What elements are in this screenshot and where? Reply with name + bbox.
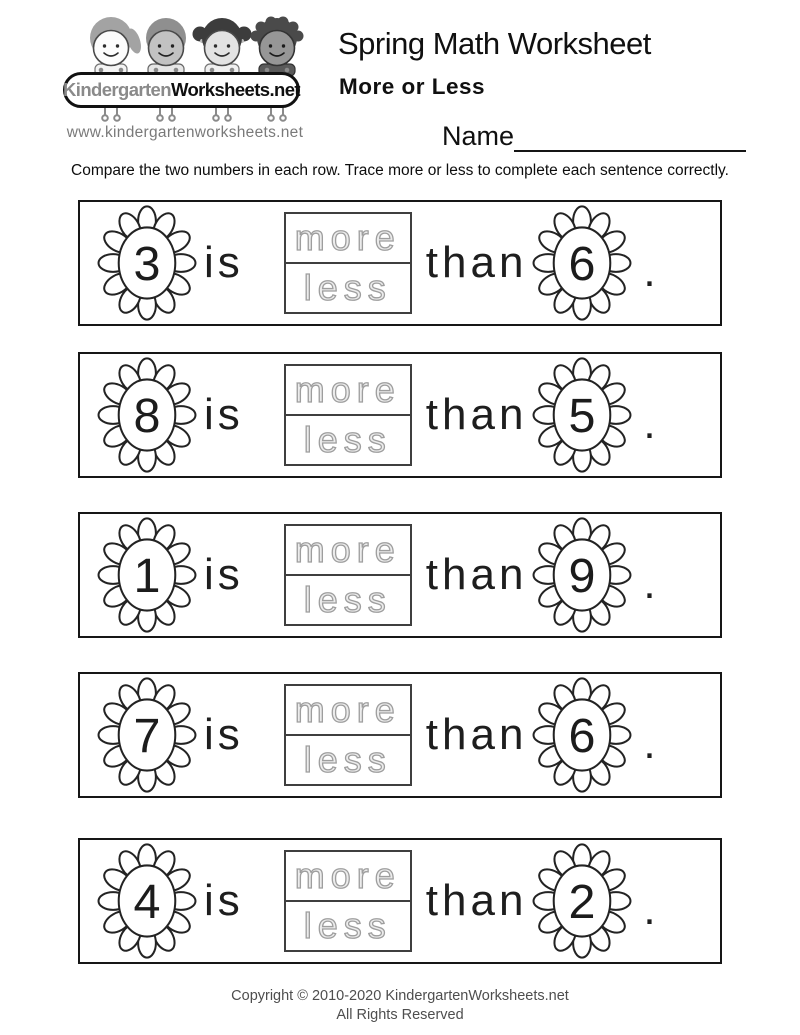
flower-icon bbox=[96, 356, 198, 474]
trace-more-text: more bbox=[294, 217, 401, 258]
flower-icon bbox=[531, 356, 633, 474]
flower-icon bbox=[531, 204, 633, 322]
word-is: is bbox=[204, 390, 244, 439]
trace-more-text: more bbox=[294, 369, 401, 410]
trace-answer-box bbox=[284, 850, 412, 952]
trace-word-more bbox=[286, 852, 410, 902]
trace-answer-box bbox=[284, 524, 412, 626]
trace-answer-box bbox=[284, 684, 412, 786]
word-than: than bbox=[425, 876, 528, 925]
trace-more-text: more bbox=[294, 689, 401, 730]
word-than: than bbox=[425, 390, 528, 439]
flower-icon bbox=[531, 516, 633, 634]
worksheet-subtitle: More or Less bbox=[339, 74, 486, 99]
flower-icon bbox=[96, 204, 198, 322]
logo-brand-black: Worksheets.net bbox=[170, 79, 300, 100]
trace-word-more bbox=[286, 366, 410, 416]
sentence-period: . bbox=[643, 247, 656, 296]
name-field bbox=[442, 118, 746, 152]
word-is: is bbox=[204, 550, 244, 599]
logo-banner bbox=[63, 72, 300, 108]
trace-word-less bbox=[286, 902, 410, 950]
logo-kids-icon bbox=[55, 14, 315, 126]
flower-icon bbox=[96, 676, 198, 794]
flower-number: 9 bbox=[568, 548, 596, 603]
word-is: is bbox=[204, 238, 244, 287]
trace-more-text: more bbox=[294, 855, 401, 896]
sentence-period: . bbox=[643, 885, 656, 934]
trace-word-less bbox=[286, 264, 410, 312]
trace-less-text: less bbox=[303, 419, 392, 460]
word-than: than bbox=[425, 550, 528, 599]
name-label: Name bbox=[442, 121, 515, 151]
flower-number: 8 bbox=[133, 388, 161, 443]
flower-number: 5 bbox=[568, 388, 596, 443]
logo-brand-gray: Kindergarten bbox=[63, 79, 171, 100]
flower-icon bbox=[531, 842, 633, 960]
name-write-line bbox=[514, 120, 746, 152]
sentence-period: . bbox=[643, 399, 656, 448]
flower-number: 6 bbox=[568, 236, 596, 291]
trace-word-less bbox=[286, 576, 410, 624]
trace-word-less bbox=[286, 416, 410, 464]
flower-number: 3 bbox=[133, 236, 161, 291]
worksheet-title: Spring Math Worksheet bbox=[338, 26, 651, 61]
copyright-text: Copyright © 2010-2020 KindergartenWorksheets.net bbox=[231, 988, 569, 1004]
flower-number: 7 bbox=[133, 708, 161, 763]
trace-word-more bbox=[286, 686, 410, 736]
trace-word-more bbox=[286, 214, 410, 264]
trace-word-less bbox=[286, 736, 410, 784]
instructions-text: Compare the two numbers in each row. Trace more or less to complete each sentence correctly. bbox=[71, 162, 729, 179]
sentence-period: . bbox=[643, 559, 656, 608]
trace-answer-box bbox=[284, 364, 412, 466]
worksheet-row bbox=[78, 838, 722, 964]
kid1-girl-icon bbox=[90, 17, 144, 66]
trace-answer-box bbox=[284, 212, 412, 314]
trace-less-text: less bbox=[303, 267, 392, 308]
worksheet-row bbox=[78, 512, 722, 638]
trace-less-text: less bbox=[303, 579, 392, 620]
word-than: than bbox=[425, 710, 528, 759]
word-is: is bbox=[204, 710, 244, 759]
footer bbox=[0, 987, 800, 1025]
word-than: than bbox=[425, 238, 528, 287]
logo-website-url: www.kindergartenworksheets.net bbox=[66, 124, 304, 141]
word-is: is bbox=[204, 876, 244, 925]
kid2-boy-icon bbox=[146, 18, 186, 66]
flower-icon bbox=[531, 676, 633, 794]
kid3-girl-icon bbox=[193, 18, 252, 66]
flower-icon bbox=[96, 842, 198, 960]
flower-number: 2 bbox=[568, 874, 596, 929]
worksheet-row bbox=[78, 352, 722, 478]
flower-number: 1 bbox=[133, 548, 161, 603]
flower-number: 6 bbox=[568, 708, 596, 763]
flower-icon bbox=[96, 516, 198, 634]
kids-legs-icon bbox=[102, 107, 286, 121]
worksheet-row bbox=[78, 200, 722, 326]
worksheet-row bbox=[78, 672, 722, 798]
rights-text: All Rights Reserved bbox=[336, 1007, 464, 1023]
sentence-period: . bbox=[643, 719, 656, 768]
trace-less-text: less bbox=[303, 739, 392, 780]
trace-more-text: more bbox=[294, 529, 401, 570]
trace-word-more bbox=[286, 526, 410, 576]
kid4-boy-icon bbox=[251, 17, 304, 66]
trace-less-text: less bbox=[303, 905, 392, 946]
flower-number: 4 bbox=[133, 874, 161, 929]
